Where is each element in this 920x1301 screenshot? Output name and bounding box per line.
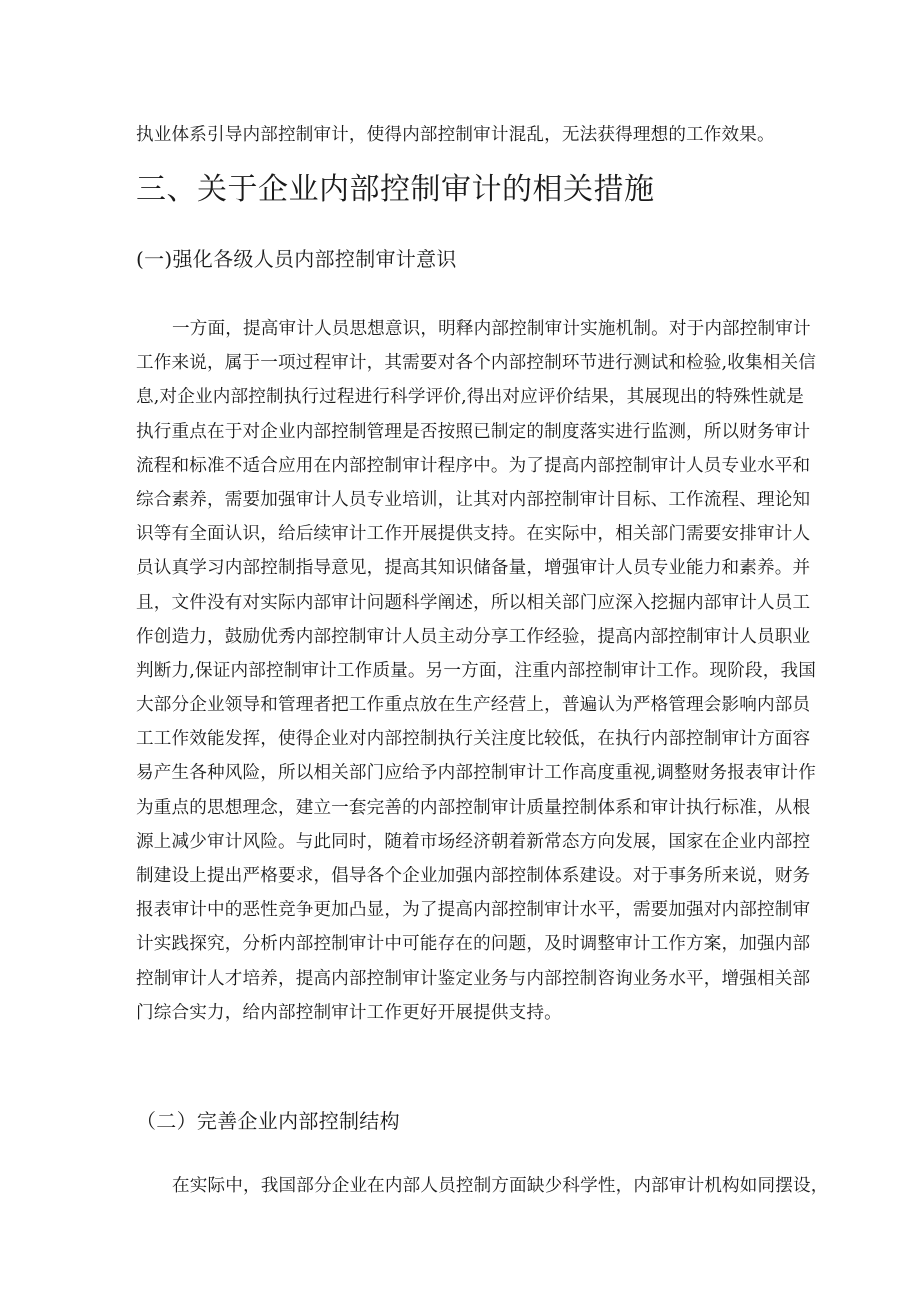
- paragraph-line: 计实践探究，分析内部控制审计中可能存在的问题，及时调整审计工作方案，加强内部: [136, 934, 811, 955]
- paragraph-line: 综合素养，需要加强审计人员专业培训，让其对内部控制审计目标、工作流程、理论知: [136, 489, 811, 510]
- paragraph-line: 判断力,保证内部控制审计工作质量。另一方面，注重内部控制审计工作。现阶段，我国: [136, 660, 817, 681]
- paragraph-line: 源上减少审计风险。与此同时，随着市场经济朝着新常态方向发展，国家在企业内部控: [136, 831, 811, 852]
- paragraph-line: 流程和标准不适合应用在内部控制审计程序中。为了提高内部控制审计人员专业水平和: [136, 455, 811, 476]
- subsection-1-paragraph: [136, 312, 817, 1030]
- paragraph-line: 息,对企业内部控制执行过程进行科学评价,得出对应评价结果，其展现出的特殊性就是: [136, 387, 805, 408]
- paragraph-line: 制建设上提出严格要求，倡导各个企业加强内部控制体系建设。对于事务所来说，财务: [136, 866, 811, 886]
- paragraph-line: 门综合实力，给内部控制审计工作更好开展提供支持。: [136, 1002, 562, 1023]
- paragraph-line: 大部分企业领导和管理者把工作重点放在生产经营上，普遍认为严格管理会影响内部员: [136, 695, 811, 716]
- paragraph-line: 工工作效能发挥，使得企业对内部控制执行关注度比较低，在执行内部控制审计方面容: [136, 729, 811, 750]
- paragraph-line: 为重点的思想理念，建立一套完善的内部控制审计质量控制体系和审计执行标准，从根: [136, 797, 811, 818]
- paragraph-line: 易产生各种风险，所以相关部门应给予内部控制审计工作高度重视,调整财务报表审计作: [136, 763, 817, 784]
- continuation-text-line: 执业体系引导内部控制审计，使得内部控制审计混乱，无法获得理想的工作效果。: [136, 125, 775, 145]
- paragraph-line: 一方面，提高审计人员思想意识，明释内部控制审计实施机制。对于内部控制审计: [172, 319, 811, 339]
- paragraph-line: 识等有全面认识，给后续审计工作开展提供支持。在实际中，相关部门需要安排审计人: [136, 524, 811, 545]
- paragraph-line: 作创造力，鼓励优秀内部控制审计人员主动分享工作经验，提高内部控制审计人员职业: [136, 626, 811, 647]
- paragraph-line: 工作来说，属于一项过程审计，其需要对各个内部控制环节进行测试和检验,收集相关信: [136, 353, 817, 374]
- subsection-1-heading: (一)强化各级人员内部控制审计意识: [136, 247, 457, 271]
- paragraph-line: 报表审计中的恶性竞争更加凸显，为了提高内部控制审计水平，需要加强对内部控制审: [136, 900, 811, 921]
- paragraph-line: 且，文件没有对实际内部审计问题科学阐述，所以相关部门应深入挖掘内部审计人员工: [136, 592, 811, 613]
- section-heading: 三、关于企业内部控制审计的相关措施: [136, 172, 655, 207]
- subsection-2-paragraph-line: 在实际中，我国部分企业在内部人员控制方面缺少科学性，内部审计机构如同摆设，: [172, 1176, 829, 1196]
- paragraph-line: 执行重点在于对企业内部控制管理是否按照已制定的制度落实进行监测，所以财务审计: [136, 421, 811, 442]
- subsection-2-heading: （二）完善企业内部控制结构: [136, 1109, 400, 1133]
- paragraph-line: 控制审计人才培养，提高内部控制审计鉴定业务与内部控制咨询业务水平，增强相关部: [136, 968, 811, 989]
- paragraph-line: 员认真学习内部控制指导意见，提高其知识储备量，增强审计人员专业能力和素养。并: [136, 558, 811, 579]
